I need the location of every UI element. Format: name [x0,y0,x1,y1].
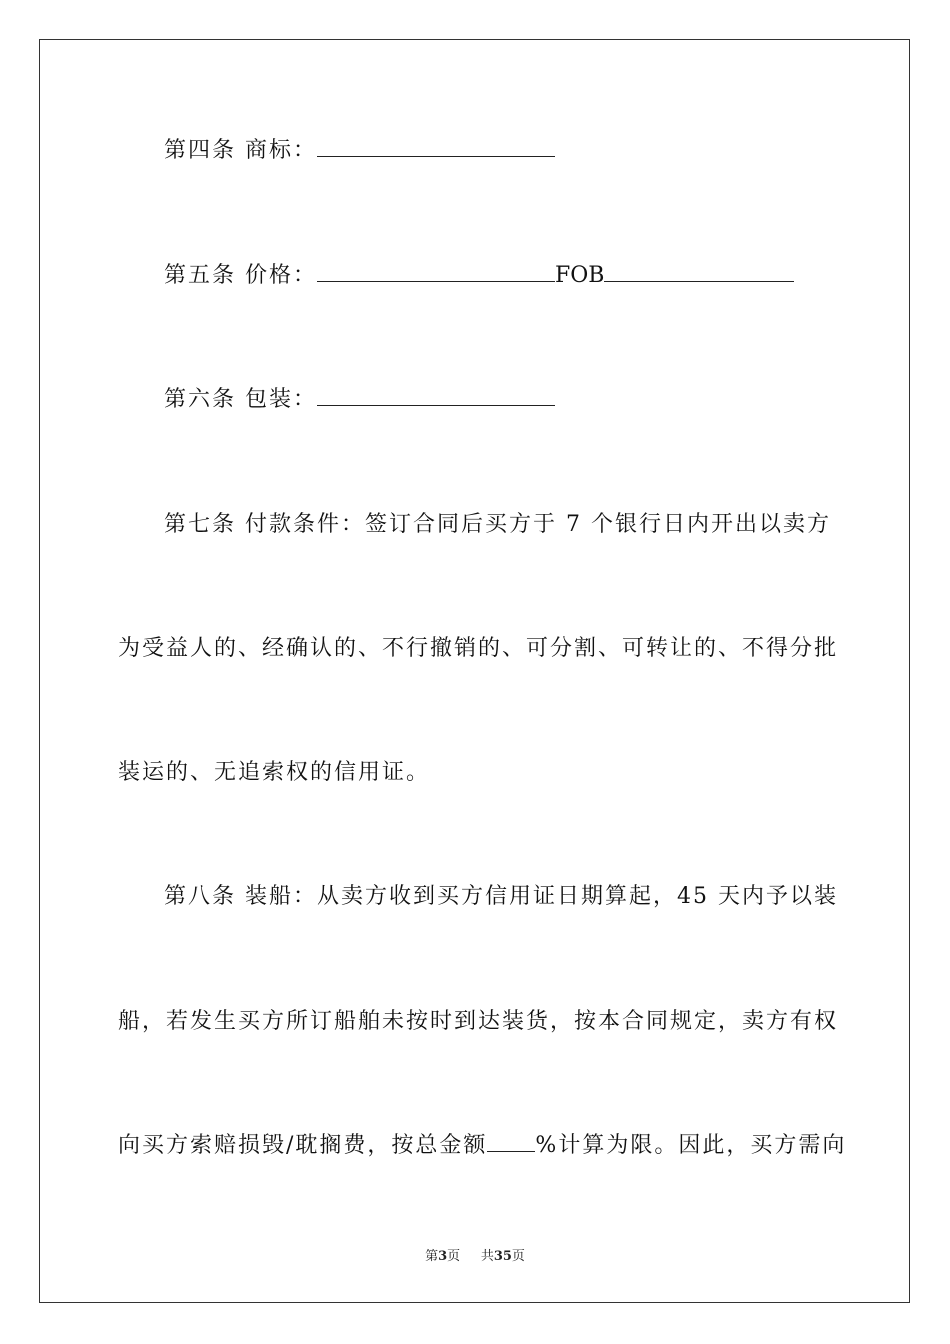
article-5-price [164,261,884,291]
packing-blank-field[interactable] [317,385,555,406]
article-6-packing [164,385,884,415]
page-number: 3 [438,1249,448,1264]
article-8-line-2: 船，若发生买方所订船舶未按时到达装货，按本合同规定，卖方有权 [118,1009,839,1034]
article-8-line-3-start: 向买方索赔损毁/耽搁费，按总金额 [118,1133,488,1158]
price-blank-field[interactable] [317,261,555,282]
article-5-label: 第五条 价格： [164,263,317,288]
article-6-label: 第六条 包装： [164,387,317,412]
article-8-line-1: 第八条 装船：从卖方收到买方信用证日期算起，45 天内予以装 [164,884,838,909]
total-suffix: 页 [511,1249,525,1264]
article-7-line-2: 为受益人的、经确认的、不行撤销的、可分割、可转让的、不得分批 [118,636,839,661]
article-7-line-1: 第七条 付款条件：签订合同后买方于 7 个银行日内开出以卖方 [164,512,831,537]
trademark-blank-field[interactable] [317,136,555,157]
percent-blank-field[interactable] [487,1131,535,1152]
total-prefix: 共 [480,1249,494,1264]
page-border [39,39,910,1303]
article-8-line-3-end: %计算为限。因此，买方需向 [535,1133,847,1158]
page-suffix: 页 [447,1249,461,1264]
article-8-line-3 [118,1131,847,1161]
fob-term: FOB [555,263,605,288]
total-pages: 35 [493,1249,512,1264]
article-4-label: 第四条 商标： [164,138,317,163]
page-prefix: 第 [425,1249,439,1264]
fob-port-blank-field[interactable] [604,261,794,282]
article-7-line-3: 装运的、无追索权的信用证。 [118,760,431,785]
page-footer [0,1247,950,1267]
article-4-trademark [164,136,884,166]
